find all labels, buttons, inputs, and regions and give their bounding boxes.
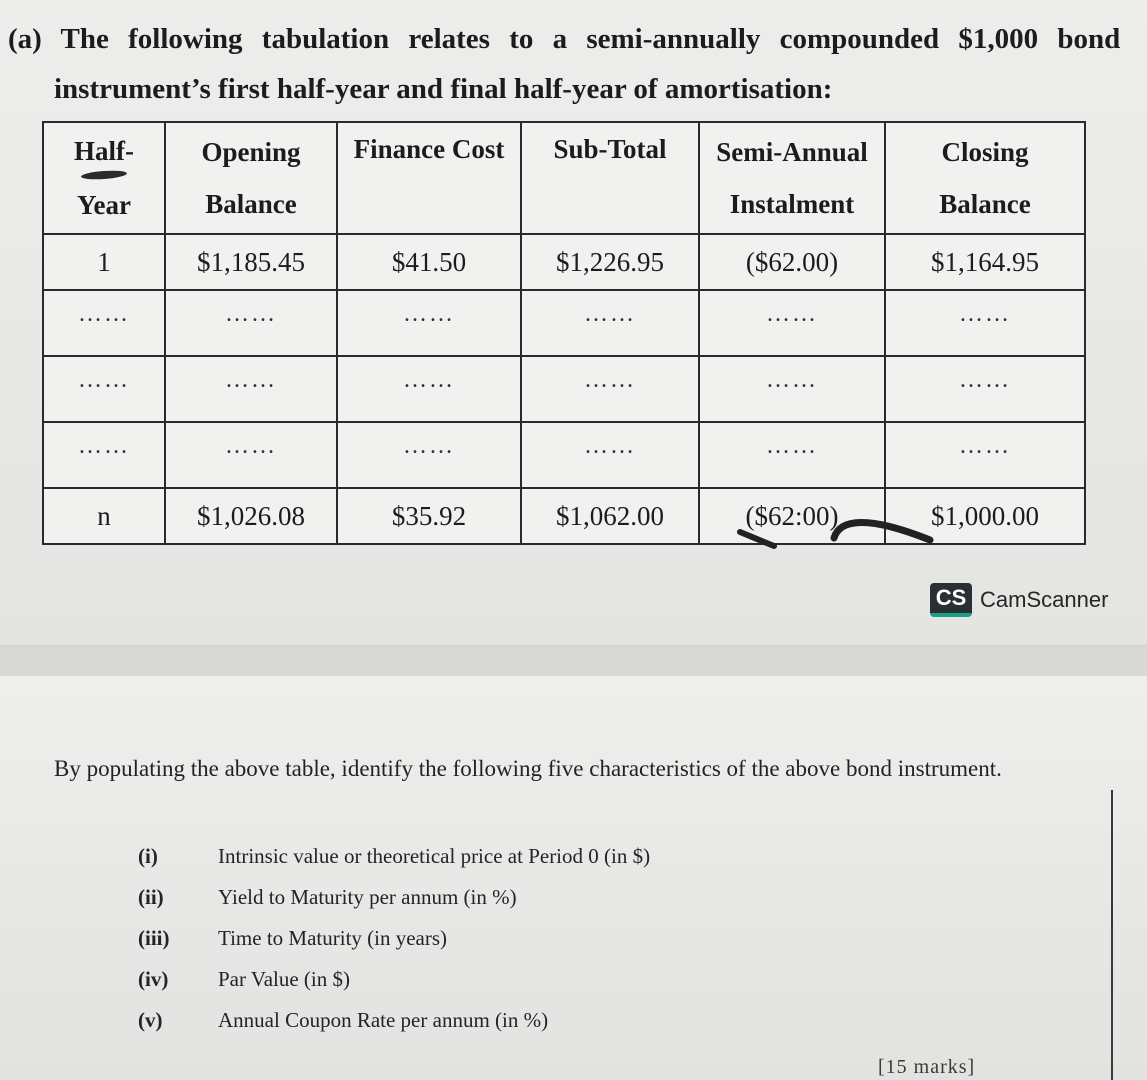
table-cell: …… <box>43 290 165 356</box>
table-cell: …… <box>43 422 165 488</box>
table-cell: …… <box>521 422 699 488</box>
question-heading <box>8 14 1138 114</box>
table-cell: …… <box>521 290 699 356</box>
pen-mark-icon <box>81 169 127 180</box>
list-item <box>138 967 898 1008</box>
item-text: Annual Coupon Rate per annum (in %) <box>218 1008 549 1032</box>
heading-line-2: instrument’s first half-year and final half-year of amortisation: <box>54 73 833 105</box>
header-label-top: Semi-Annual <box>716 137 868 167</box>
table-cell: $1,000.00 <box>885 488 1085 544</box>
item-number: (i) <box>138 844 158 868</box>
table-cell: …… <box>521 356 699 422</box>
list-item <box>138 1008 898 1049</box>
table-cell: …… <box>165 356 337 422</box>
table-cell: …… <box>885 290 1085 356</box>
table-cell: $35.92 <box>337 488 521 544</box>
table-cell: 1 <box>43 234 165 290</box>
item-text: Intrinsic value or theoretical price at Period 0 (in $) <box>218 844 651 868</box>
header-sub-total <box>521 122 699 234</box>
table-row <box>43 290 1085 356</box>
table-cell: ($62:00) <box>699 488 885 544</box>
header-label-bottom: Year <box>77 190 131 220</box>
table-cell: $41.50 <box>337 234 521 290</box>
header-label-top: Sub-Total <box>553 134 667 164</box>
question-intro: By populating the above table, identify the following five characteristics of the above bond instrument. <box>54 756 1002 781</box>
header-label-bottom: Balance <box>205 189 297 219</box>
header-half-year <box>43 122 165 234</box>
header-semi-annual-instalment <box>699 122 885 234</box>
table-cell: $1,062.00 <box>521 488 699 544</box>
amortisation-table <box>42 121 1086 545</box>
table-header-row <box>43 122 1085 234</box>
table-row <box>43 234 1085 290</box>
table-row <box>43 356 1085 422</box>
table-cell: $1,185.45 <box>165 234 337 290</box>
table-cell: …… <box>699 422 885 488</box>
table-cell: …… <box>43 356 165 422</box>
item-number: (iii) <box>138 926 170 950</box>
header-label-top: Finance Cost <box>353 134 505 164</box>
table-cell: ($62.00) <box>699 234 885 290</box>
header-label-top: Half- <box>74 136 134 166</box>
item-text: Time to Maturity (in years) <box>218 926 448 950</box>
table-cell: …… <box>885 422 1085 488</box>
camscanner-watermark <box>930 580 1108 620</box>
table-cell: …… <box>337 356 521 422</box>
header-label-top: Opening <box>201 137 301 167</box>
list-item <box>138 885 898 926</box>
item-text: Par Value (in $) <box>218 967 350 991</box>
table-cell: $1,226.95 <box>521 234 699 290</box>
camscanner-name: CamScanner <box>980 587 1109 612</box>
item-text: Yield to Maturity per annum (in %) <box>218 885 517 909</box>
table-cell: $1,026.08 <box>165 488 337 544</box>
marks-label: [15 marks] <box>878 1056 976 1078</box>
camscanner-logo-icon: CS <box>930 583 972 617</box>
item-number: (iv) <box>138 967 169 991</box>
table-cell: …… <box>699 290 885 356</box>
table-cell: …… <box>885 356 1085 422</box>
table-cell: …… <box>337 422 521 488</box>
table-cell: …… <box>165 290 337 356</box>
header-label-bottom: Balance <box>939 189 1031 219</box>
header-opening-balance <box>165 122 337 234</box>
characteristics-list <box>138 844 898 1049</box>
table-row <box>43 422 1085 488</box>
table-cell: …… <box>165 422 337 488</box>
table-cell: $1,164.95 <box>885 234 1085 290</box>
heading-line-1: (a) The following tabulation relates to a semi-annually compounded $1,000 bond <box>8 23 1121 55</box>
list-item <box>138 926 898 967</box>
margin-rule <box>1111 790 1113 1080</box>
header-finance-cost <box>337 122 521 234</box>
header-label-bottom: Instalment <box>729 189 855 219</box>
pen-scribble-icon <box>730 510 960 560</box>
table-cell: n <box>43 488 165 544</box>
header-closing-balance <box>885 122 1085 234</box>
page-separator <box>0 645 1147 677</box>
table-cell: …… <box>699 356 885 422</box>
item-number: (ii) <box>138 885 164 909</box>
item-number: (v) <box>138 1008 163 1032</box>
header-label-top: Closing <box>941 137 1029 167</box>
table-cell: …… <box>337 290 521 356</box>
list-item <box>138 844 898 885</box>
